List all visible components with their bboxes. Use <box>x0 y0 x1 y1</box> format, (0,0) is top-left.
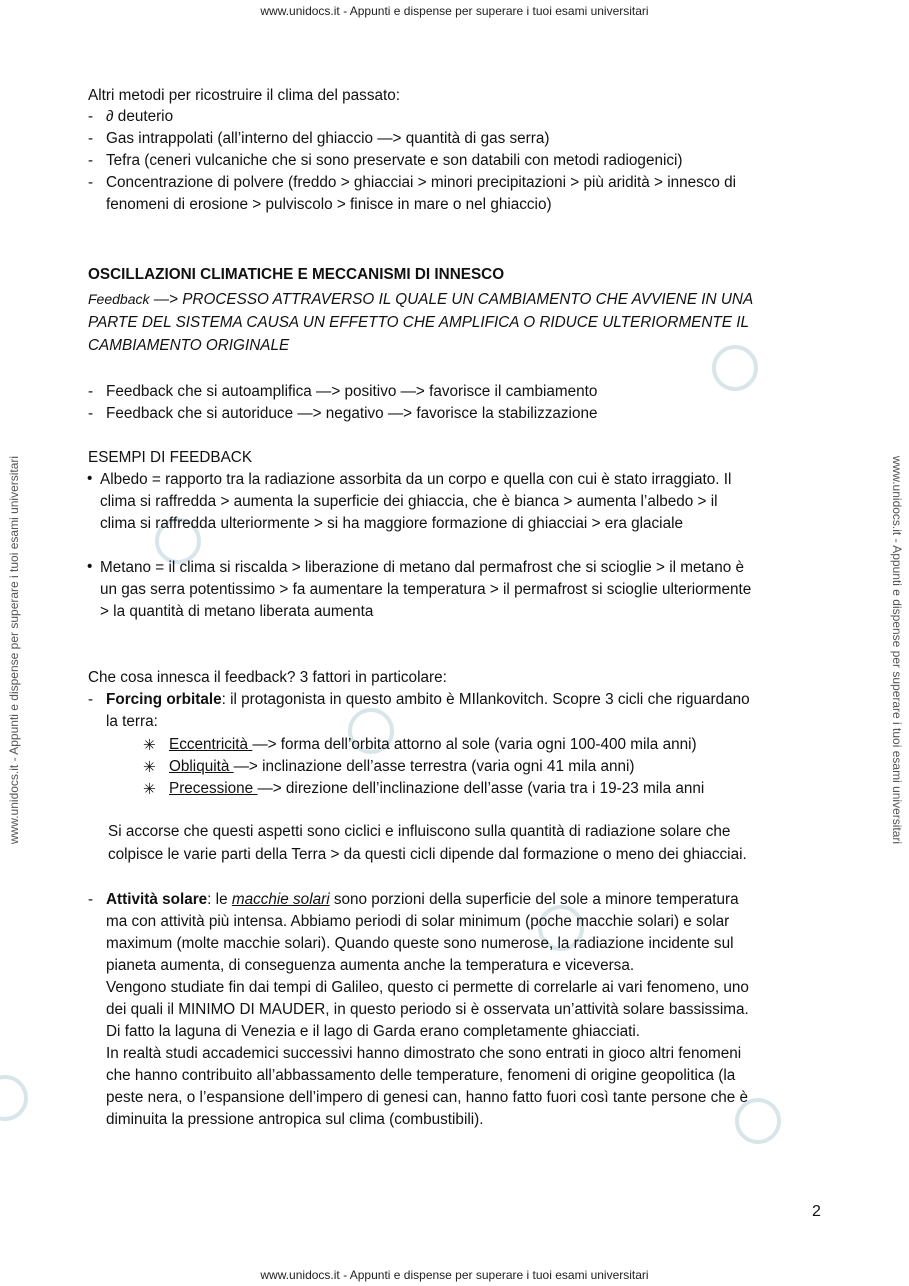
dash-marker: - <box>88 152 94 169</box>
solar-text: sono porzioni della superficie del sole a minore temperatura <box>329 891 739 908</box>
definition-term: Feedback <box>88 291 150 307</box>
cycle-desc: —> forma dell’orbita attorno al sole (varia ogni 100-400 mila anni) <box>252 736 697 753</box>
bullet-marker: • <box>87 558 93 575</box>
feedback-type: Feedback che si autoamplifica —> positivo —> favorisce il cambiamento <box>106 383 598 400</box>
cycle-name: Obliquità <box>169 758 234 775</box>
example-albedo: Albedo = rapporto tra la radiazione assorbita da un corpo e quella con cui è stato irraggiato. Il <box>100 471 732 488</box>
watermark-logo-icon <box>0 1075 28 1121</box>
definition-line: PARTE DEL SISTEMA CAUSA UN EFFETTO CHE AMPLIFICA O RIDUCE ULTERIORMENTE IL <box>88 314 749 331</box>
forcing-note: Si accorse che questi aspetti sono ciclici e influiscono sulla quantità di radiazione solare che <box>108 823 731 840</box>
cycle-item <box>169 779 704 799</box>
footer-watermark: www.unidocs.it - Appunti e dispense per superare i tuoi esami universitari <box>260 1268 649 1282</box>
solar-colon: : le <box>207 891 232 908</box>
solar-term: macchie solari <box>231 891 330 908</box>
cycle-item <box>169 735 697 755</box>
page-number: 2 <box>812 1203 821 1220</box>
header-watermark: www.unidocs.it - Appunti e dispense per superare i tuoi esami universitari <box>260 4 649 18</box>
cycle-desc: —> inclinazione dell’asse terrestra (varia ogni 41 mila anni) <box>233 758 635 775</box>
forcing-text: : il protagonista in questo ambito è MIlankovitch. Scopre 3 cicli che riguardano <box>221 691 750 708</box>
method-item: Tefra (ceneri vulcaniche che si sono preservate e son databili con metodi radiogenici) <box>106 152 683 169</box>
dash-marker: - <box>88 405 94 422</box>
watermark-logo-icon <box>712 345 758 391</box>
section-heading: ESEMPI DI FEEDBACK <box>88 449 253 466</box>
forcing-note: colpisce le varie parti della Terra > da questi cicli dipende dal formazione o meno dei ghiacciai. <box>108 846 747 863</box>
cycle-name: Eccentricità <box>169 736 253 753</box>
forcing-title: Forcing orbitale <box>106 691 222 708</box>
factors-question: Che cosa innesca il feedback? 3 fattori in particolare: <box>88 669 447 686</box>
method-item: Concentrazione di polvere (freddo > ghiacciai > minori precipitazioni > più aridità > innesco di <box>106 174 737 191</box>
example-metano: Metano = il clima si riscalda > liberazione di metano dal permafrost che si scioglie > il metano è <box>100 559 745 576</box>
section-heading: OSCILLAZIONI CLIMATICHE E MECCANISMI DI INNESCO <box>88 266 505 283</box>
example-albedo: clima si raffredda ulteriormente > si ha maggiore formazione di ghiacciai > era glaciale <box>100 515 683 532</box>
example-metano: > la quantità di metano liberata aumenta <box>100 603 374 620</box>
methods-intro: Altri metodi per ricostruire il clima del passato: <box>88 87 400 104</box>
solar-line: ma con attività più intensa. Abbiamo periodi di solar minimum (poche macchie solari) e solar <box>106 913 730 930</box>
method-item: Gas intrappolati (all’interno del ghiaccio —> quantità di gas serra) <box>106 130 550 147</box>
method-item: ∂ deuterio <box>106 108 174 125</box>
dash-marker: - <box>88 174 94 191</box>
right-side-watermark: www.unidocs.it - Appunti e dispense per superare i tuoi esami universitari <box>890 455 904 845</box>
dash-marker: - <box>88 130 94 147</box>
forcing-line: la terra: <box>106 713 158 730</box>
definition-text: —> PROCESSO ATTRAVERSO IL QUALE UN CAMBIAMENTO CHE AVVIENE IN UNA <box>149 291 754 308</box>
solar-line: maximum (molte macchie solari). Quando queste sono numerose, la radiazione incidente sul <box>106 935 734 952</box>
forcing-line <box>106 690 750 710</box>
feedback-type: Feedback che si autoriduce —> negativo —> favorisce la stabilizzazione <box>106 405 598 422</box>
solar-line: dei quali il MINIMO DI MAUDER, in questo periodo si è osservata un’attività solare bassissima. <box>106 1001 749 1018</box>
asterisk-marker: ✳ <box>143 759 156 776</box>
cycle-item <box>169 757 635 777</box>
solar-line: che hanno contribuito all’abbassamento delle temperature, fenomeni di origine geopolitica (la <box>106 1067 736 1084</box>
solar-line: diminuita la pressione antropica sul clima (combustibili). <box>106 1111 484 1128</box>
left-side-watermark: www.unidocs.it - Appunti e dispense per superare i tuoi esami universitari <box>7 455 21 845</box>
solar-line <box>106 890 739 910</box>
solar-line: pianeta aumenta, di conseguenza aumenta anche la temperatura e viceversa. <box>106 957 635 974</box>
cycle-desc: —> direzione dell’inclinazione dell’asse (varia tra i 19-23 mila anni <box>257 780 705 797</box>
solar-line: Vengono studiate fin dai tempi di Galileo, questo ci permette di correlarle ai vari fenomeno, uno <box>106 979 749 996</box>
solar-line: peste nera, o l’espansione dell’impero di genesi can, hanno fatto fuori così tante persone che è <box>106 1089 749 1106</box>
solar-title: Attività solare <box>106 891 208 908</box>
bullet-marker: • <box>87 470 93 487</box>
solar-line: In realtà studi accademici successivi hanno dimostrato che sono entrati in gioco altri fenomeni <box>106 1045 742 1062</box>
definition-line <box>88 289 753 310</box>
dash-marker: - <box>88 383 94 400</box>
example-albedo: clima si raffredda > aumenta la superficie dei ghiaccia, che è bianca > aumenta l’albedo > il <box>100 493 718 510</box>
solar-line: Di fatto la laguna di Venezia e il lago di Garda erano completamente ghiacciati. <box>106 1023 641 1040</box>
dash-marker: - <box>88 891 94 908</box>
method-item-continuation: fenomeni di erosione > pulviscolo > finisce in mare o nel ghiaccio) <box>106 196 552 213</box>
dash-marker: - <box>88 108 94 125</box>
asterisk-marker: ✳ <box>143 737 156 754</box>
dash-marker: - <box>88 691 94 708</box>
cycle-name: Precessione <box>169 780 258 797</box>
asterisk-marker: ✳ <box>143 781 156 798</box>
example-metano: un gas serra potentissimo > fa aumentare la temperatura > il permafrost si scioglie ulteriormente <box>100 581 752 598</box>
definition-line: CAMBIAMENTO ORIGINALE <box>88 337 290 354</box>
